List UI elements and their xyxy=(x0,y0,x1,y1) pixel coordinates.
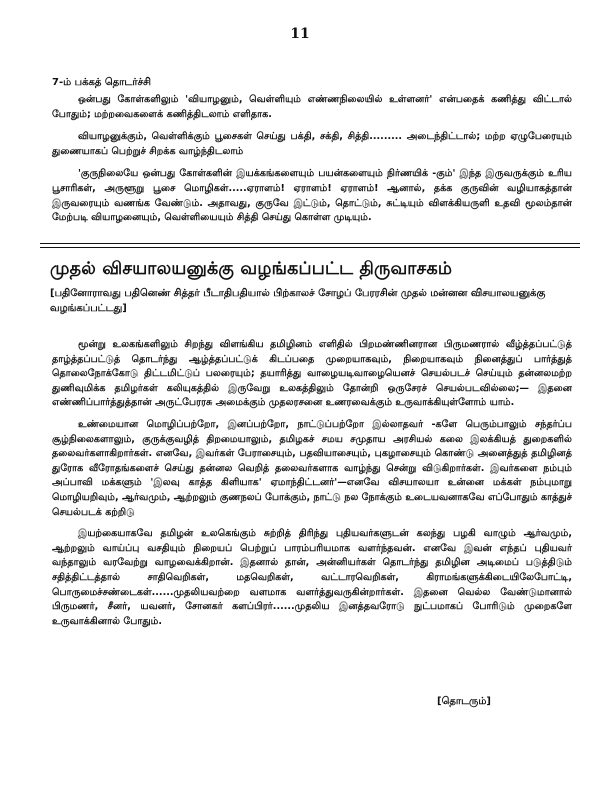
top-paragraph: வியாழனுக்கும், வெள்ளிக்கும் பூசைகள் செய்து பக்தி, சக்தி, சித்தி......... அடைந்திட்டால்; மற்ற ஏழுபேரையும் துணையாகப் பெற்றுச் சிறக்க வாழ்ந்திடலாம் xyxy=(52,131,572,157)
top-section xyxy=(52,93,572,234)
top-paragraph: ஒன்பது கோள்களிலும் 'வியாழனும், வெள்ளியும் எண்ணநிலையில் உள்ளனர்' என்பதைக் கணித்து விட்டால் போதும்; மற்றவைகளைக் கணித்திடலாம் எளிதாக. xyxy=(52,94,572,120)
section-divider xyxy=(40,243,580,244)
top-paragraph: 'குருநிலையே ஒன்பது கோள்களின் இயக்கங்களையும் பயன்களையும் நிர்ணயிக் -கும்' இந்த இருவருக்கும் உரிய பூசாரிகள், அருளூறு பூசை மொழிகள்.....ஏராளம்! ஏராளம்! ஏராளம்! ஆனால், தக்க குருவின் வழியாகத்தான் இருவரையும் வணங்க வேண்டும். அதாவது, குருவே இட்டும், தொட்டும், சுட்டியும் விளக்கியருளி உதவி மூலம்தான் மேற்படி வியாழனையும், வெள்ளியையும் சித்தி செய்து கொள்ள முடியும். xyxy=(52,168,572,224)
main-paragraph: உண்மையான மொழிப்பற்றோ, இனப்பற்றோ, நாட்டுப்பற்றோ இல்லாதவர் -களே பெரும்பாலும் சந்தர்ப்ப சூழ்நிலைகளாலும், குருக்குவழித் திறமையாலும், தமிழகச் சமய சமுதாய அரசியல் கலை இலக்கியத் துறைகளில் தலைவர்களாகிறார்கள். எனவே, இவர்கள் பேராசையும், பதவியாசையும், புகழாசையும் கொண்டு அனைத்துத் தமிழினத் துரோக வீரோதங்களைச் செய்து தன்னல வெறித் தலைவர்களாக வாழ்ந்து சென்று விடுகிறார்கள். இவர்களை நம்பும் அப்பாவி மக்களும் 'இலவு காத்த கிளியாக' ஏமாந்திட்டனர்'—எனவே விசயாலயா உன்னை மக்கள் நம்புமாறு மொழியறிவும், ஆர்வமும், ஆற்றலும் குணநலப் போக்கும், நாட்டு நல நோக்கும் உடையவனாகவே எப்போதும் காத்துச் செயல்படக் கற்றிடு xyxy=(52,418,572,518)
main-paragraph: மூன்று உலகங்களிலும் சிறந்து விளங்கிய தமிழினம் எளிதில் பிறமண்ணினரான பிருமணரால் வீழ்த்தப்பட்டுத் தாழ்த்தப்பட்டுத் தொடர்ந்து ஆழ்த்தப்பட்டுக் கிடப்பதை முறையாகவும், நிறையாகவும் நினைத்துப் பார்த்துத் தொலைநோக்கோடு திட்டமிட்டுப் பலரையும்; தயாரித்து வாழையடிவாழையெனச் செயல்படச் செய்யும் தன்னலமற்ற துணிவுமிக்க தமிழர்கள் கலியுகத்தில் இருவேறு உலகத்திலும் தோன்றி ஒருசேரச் செயல்படவில்லை;— இதனை எண்ணிப்பார்த்துத்தான் அருட்பேரரசு அமைக்கும் முதலரசனை உணரவைக்கும் உருவாக்கியுள்ளோம் யாம். xyxy=(52,339,572,409)
page-number: 11 xyxy=(290,26,310,42)
main-section xyxy=(52,338,572,636)
continuation-note: 7-ம் பக்கத் தொடர்ச்சி xyxy=(52,77,151,88)
continued-label: [தொடரும்] xyxy=(437,696,491,707)
section-heading: முதல் விசயாலயனுக்கு வழங்கப்பட்ட திருவாசகம் xyxy=(50,259,453,279)
section-divider xyxy=(40,247,580,248)
section-subheading: [பதினோராவது பதினெண் சித்தர் பீடாதிபதியால் பிற்காலச் சோழப் பேரரசின் முதல் மன்னன விசயாலயனுக்கு வழங்கப்பட்டது] xyxy=(50,288,546,314)
main-paragraph: இயற்கையாகவே தமிழன் உலகெங்கும் சுற்றித் திரிந்து புதியவர்களுடன் கலந்து பழகி வாழும் ஆர்வமும், ஆற்றலும் வாய்ப்பு வசதியும் நிறையப் பெற்றுப் பாரம்பரியமாக வளர்ந்தவன். எனவே இவன் எந்தப் புதியவர் வந்தாலும் வரவேற்று வாழவைக்கிறான். இதனால் தான், அன்னியர்கள் தொடர்ந்து தமிழின அடிமைப் படுத்திடும் சதித்திட்டத்தால் சாதிவெறிகள், மதவெறிகள், வட்டாரவெறிகள், கிராமங்களுக்கிடையிலேபோட்டி, பொருமைச்சண்டைகள்......முதலியவற்றை வளமாக வளர்த்துவருகின்றார்கள். இதனை வெல்ல வேண்டுமானால் பிருமணர், சீனர், யவனர், சோனகர் களப்பிரர்......முதலிய இனத்தவரோடு நுட்பமாகப் போரிடும் முறைகளே உருவாக்கினால் போதும். xyxy=(52,528,572,627)
